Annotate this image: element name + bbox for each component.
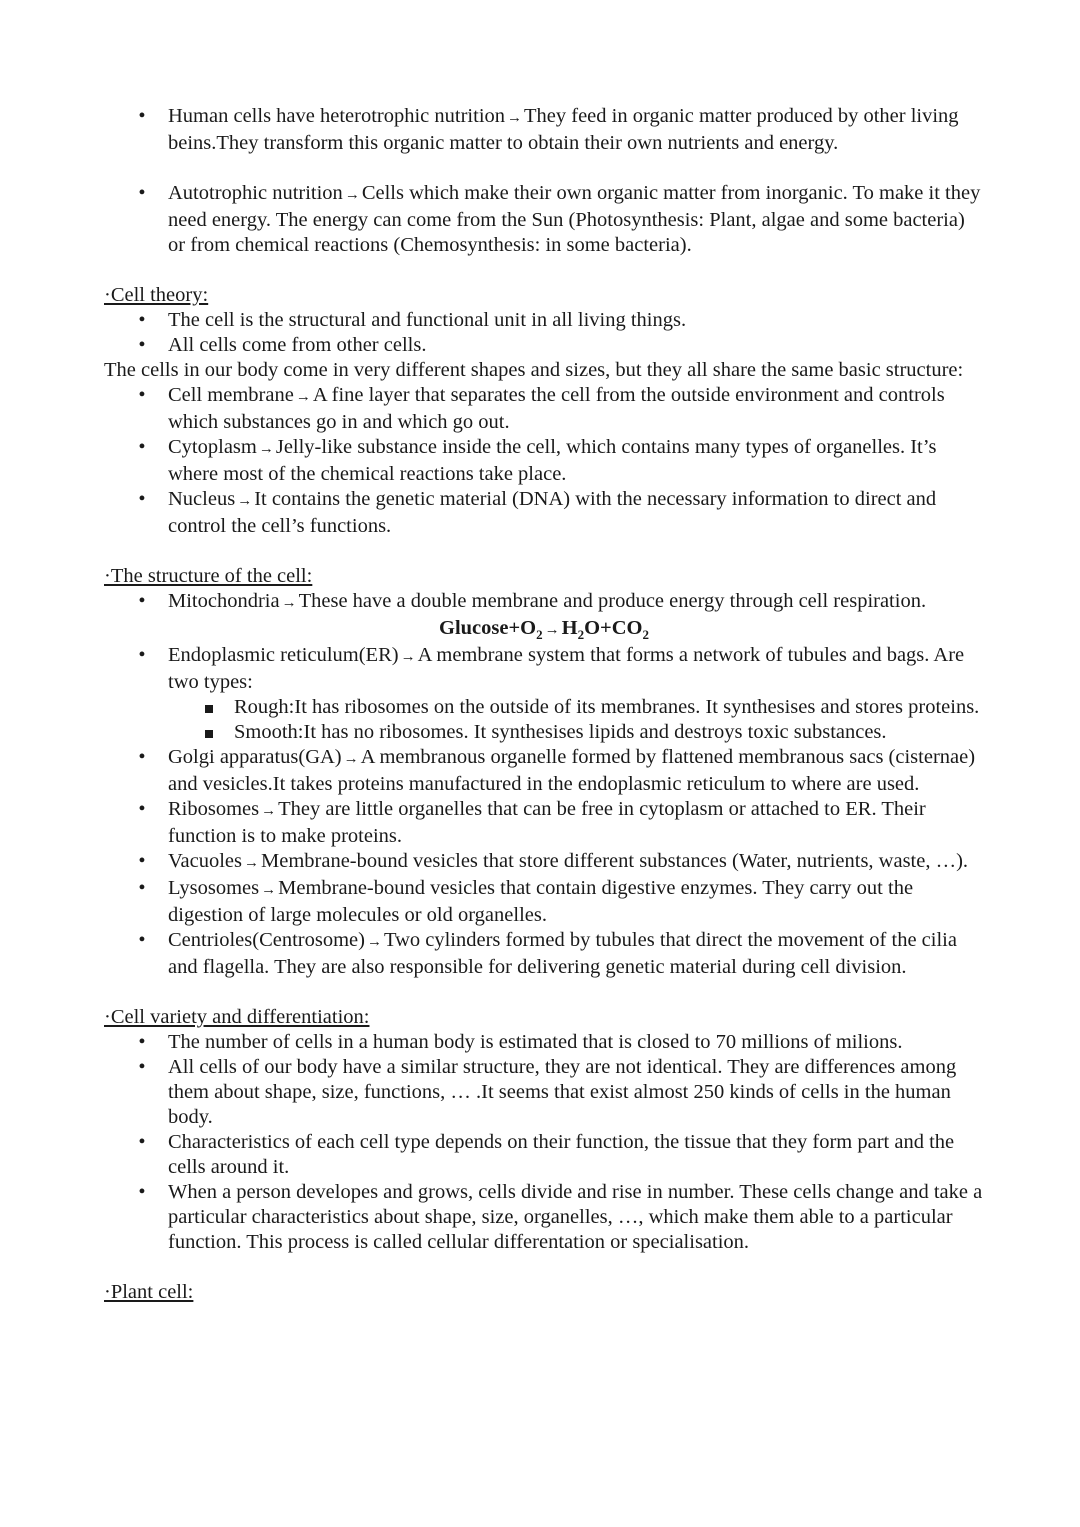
arrow-icon: → [343,751,359,767]
list-item [104,1180,984,1255]
arrow-icon: → [544,622,560,638]
square-bullet-icon [205,705,213,713]
spacer [104,539,984,564]
heading-structure-of-cell: ·The structure of the cell: [104,565,313,587]
definition: A membranous organelle formed by flattened membranous sacs (cisternae) and vesicles.It takes proteins manufactured in the endoplasmic reticulum to where are used. [168,746,976,795]
sub-list-item-smooth [168,720,984,745]
term: Cell membrane [168,384,294,406]
bullet-icon: • [138,798,146,820]
definition: They feed in organic matter produced by other living beins.They transform this organic matter to obtain their own nutrients and energy. [168,105,959,154]
bullet-icon: • [138,644,146,666]
definition: It contains the genetic material (DNA) with the necessary information to direct and control the cell’s functions. [168,488,937,537]
term: Mitochondria [168,590,280,612]
term: Centrioles(Centrosome) [168,929,365,951]
list-item-text: The cell is the structural and functional unit in all living things. [168,309,687,331]
bullet-icon: • [138,334,146,356]
bullet-icon: • [138,590,146,612]
bullet-icon: • [138,436,146,458]
paragraph-basic-structure: The cells in our body come in very different shapes and sizes, but they all share the same basic structure: [104,359,964,381]
term: Golgi apparatus(GA) [168,746,342,768]
bullet-icon: • [138,1056,146,1078]
arrow-icon: → [261,882,277,898]
definition: A fine layer that separates the cell from the outside environment and controls which substances go in and which go out. [168,384,945,433]
list-item [104,308,984,333]
sub-list-item-text: Rough:It has ribosomes on the outside of its membranes. It synthesises and stores proteins. [234,696,980,718]
list-item-nucleus [104,487,984,539]
spacer [104,258,984,283]
list-item-vacuoles [104,849,984,876]
list-item-golgi [104,745,984,797]
cell-variety-list [104,1030,984,1255]
bullet-icon: • [138,488,146,510]
bullet-icon: • [138,850,146,872]
heading-cell-variety: ·Cell variety and differentiation: [104,1006,370,1028]
arrow-icon: → [244,855,260,871]
sub-list-item-text: Smooth:It has no ribosomes. It synthesises lipids and destroys toxic substances. [234,721,887,743]
er-types-list [104,695,984,745]
formula-part: H [561,617,578,639]
term: Nucleus [168,488,236,510]
spacer [104,980,984,1005]
formula-subscript: 2 [577,627,585,643]
heading-plant-cell: ·Plant cell: [104,1281,194,1303]
list-item-text: Characteristics of each cell type depends on their function, the tissue that they form part and the cells around it. [168,1131,955,1178]
cell-theory-list [104,308,984,358]
list-item [104,1130,984,1180]
organelle-list [104,589,984,980]
list-item-cell-membrane [104,383,984,435]
term: Vacuoles [168,850,243,872]
bullet-icon: • [138,1181,146,1203]
arrow-icon: → [400,649,416,665]
bullet-icon: • [138,1031,146,1053]
spacer [104,1255,984,1280]
term: Human cells have heterotrophic nutrition [168,105,506,127]
list-item-text: The number of cells in a human body is estimated that is closed to 70 millions of milions. [168,1031,903,1053]
list-item-centrioles [104,928,984,980]
respiration-formula [104,616,984,643]
list-item-mitochondria [104,589,984,643]
term: Autotrophic nutrition [168,182,343,204]
definition: Membrane-bound vesicles that store different substances (Water, nutrients, waste, …). [261,850,969,872]
list-item [104,1055,984,1130]
bullet-icon: • [138,182,146,204]
list-item-cytoplasm [104,435,984,487]
definition: Membrane-bound vesicles that contain digestive enzymes. They carry out the digestion of large molecules or old organelles. [168,877,914,926]
list-item-text: When a person developes and grows, cells divide and rise in number. These cells change and take a particular characteristics about shape, size, organelles, …, which make them able to a particular function. This process is called cellular differentation or specialisation. [168,1181,983,1253]
document-page [104,104,984,1305]
definition: A membrane system that forms a network of tubules and bags. Are two types: [168,644,965,693]
definition: Jelly-like substance inside the cell, which contains many types of organelles. It’s where most of the chemical reactions take place. [168,436,937,485]
formula-part: Glucose+O [439,617,537,639]
arrow-icon: → [261,803,277,819]
list-item-autotrophic [104,181,984,258]
bullet-icon: • [138,929,146,951]
definition: Two cylinders formed by tubules that direct the movement of the cilia and flagella. They are also responsible for delivering genetic material during cell division. [168,929,957,978]
square-bullet-icon [205,730,213,738]
formula-part: O+CO [584,617,643,639]
arrow-icon: → [295,389,311,405]
basic-structure-list [104,383,984,539]
list-item-text: All cells of our body have a similar structure, they are not identical. They are differences among them about shape, size, functions, … .It seems that exist almost 250 kinds of cells in the human body. [168,1056,957,1128]
term: Lysosomes [168,877,260,899]
list-item [104,1030,984,1055]
term: Ribosomes [168,798,260,820]
bullet-icon: • [138,384,146,406]
bullet-icon: • [138,105,146,127]
arrow-icon: → [344,187,360,203]
heading-cell-theory: ·Cell theory: [104,284,209,306]
list-item-text: All cells come from other cells. [168,334,427,356]
list-item-ribosomes [104,797,984,849]
bullet-icon: • [138,1131,146,1153]
bullet-icon: • [138,746,146,768]
definition: These have a double membrane and produce energy through cell respiration. [298,590,927,612]
list-item-heterotrophic [104,104,984,156]
definition: They are little organelles that can be free in cytoplasm or attached to ER. Their function is to make proteins. [168,798,926,847]
arrow-icon: → [237,493,253,509]
formula-subscript: 2 [642,627,649,643]
arrow-icon: → [507,110,523,126]
term: Endoplasmic reticulum(ER) [168,644,399,666]
nutrition-list [104,104,984,258]
arrow-icon: → [258,441,274,457]
sub-list-item-rough [168,695,984,720]
list-item-endoplasmic-reticulum [104,643,984,745]
term: Cytoplasm [168,436,257,458]
definition: Cells which make their own organic matter from inorganic. To make it they need energy. The energy can come from the Sun (Photosynthesis: Plant, algae and some bacteria) or from chemical reactions (Chemosynthesis: in some bacteria). [168,182,981,256]
bullet-icon: • [138,877,146,899]
bullet-icon: • [138,309,146,331]
list-item [104,333,984,358]
list-item-lysosomes [104,876,984,928]
formula-subscript: 2 [536,627,543,643]
arrow-icon: → [366,934,382,950]
arrow-icon: → [281,595,297,611]
